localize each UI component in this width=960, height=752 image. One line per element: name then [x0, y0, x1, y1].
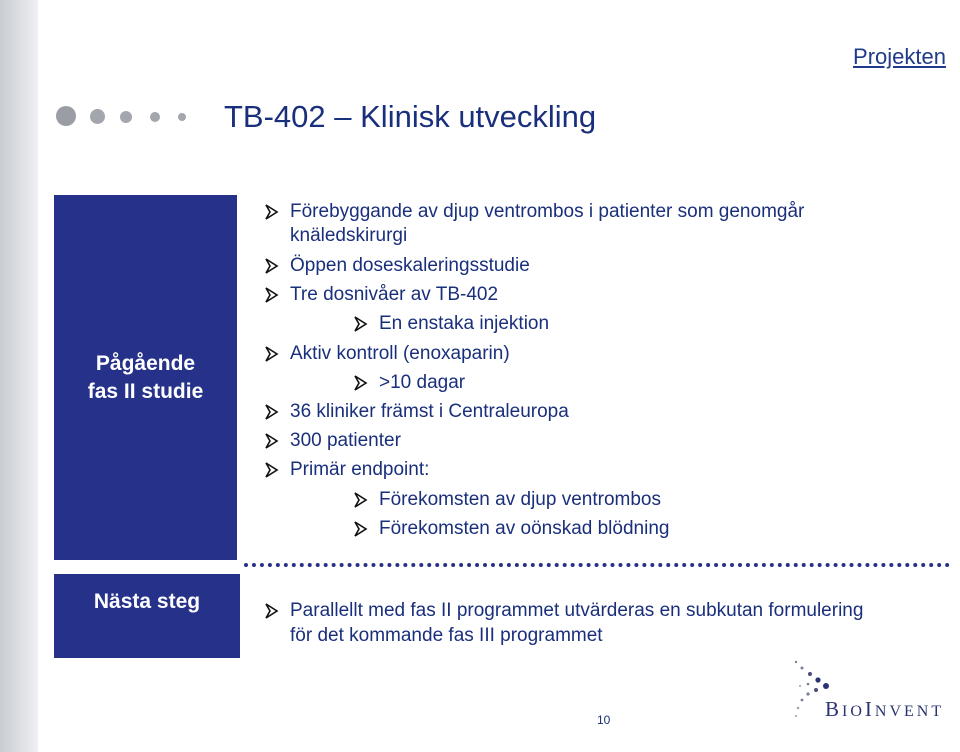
next-step-text-line1: Parallellt med fas II programmet utvärderas en subkutan formulering — [290, 600, 864, 621]
arrow-bullet-icon — [263, 404, 279, 420]
next-step-bullet — [290, 598, 960, 648]
arrow-bullet-icon — [263, 287, 279, 303]
decorative-dots — [56, 100, 206, 134]
arrow-bullet-icon — [352, 521, 368, 537]
page-number: 10 — [597, 713, 611, 727]
section-link-projekten[interactable]: Projekten — [853, 44, 946, 69]
status-box-current — [54, 195, 237, 560]
sub-bullet-item — [379, 488, 661, 512]
status-box-next — [54, 574, 240, 658]
arrow-bullet-icon — [263, 204, 279, 220]
sub-bullet-item — [379, 312, 549, 336]
bullet-text: Primär endpoint: — [290, 459, 430, 480]
sub-bullet-item — [379, 517, 669, 541]
bullet-item — [290, 200, 804, 248]
bullet-text-continued: knäledskirurgi — [290, 225, 408, 246]
bullet-item — [290, 283, 498, 307]
bullet-item — [290, 458, 429, 482]
arrow-bullet-icon — [263, 346, 279, 362]
left-decorative-strip — [0, 0, 38, 752]
arrow-bullet-icon — [263, 462, 279, 478]
current-label-line1: Pågående — [95, 351, 196, 375]
arrow-bullet-icon — [352, 375, 368, 391]
dot-2 — [90, 109, 105, 124]
arrow-bullet-icon — [352, 492, 368, 508]
arrow-bullet-icon — [263, 433, 279, 449]
bullet-text: Förekomsten av djup ventrombos — [379, 489, 661, 510]
bullet-text: Förebyggande av djup ventrombos i patienter som genomgår — [290, 201, 805, 222]
current-label-line2: fas II studie — [87, 379, 204, 403]
logo-letters-io: IO — [842, 703, 865, 720]
bullet-text: >10 dagar — [379, 372, 466, 393]
section-divider — [244, 563, 950, 567]
bullet-item — [290, 254, 530, 278]
current-study-label — [88, 350, 204, 406]
bullet-text: 36 kliniker främst i Centraleuropa — [290, 401, 569, 422]
arrow-bullet-icon — [263, 603, 279, 619]
bullet-text: Aktiv kontroll (enoxaparin) — [290, 343, 510, 364]
bullet-text: Öppen doseskaleringsstudie — [290, 255, 530, 276]
dot-4 — [150, 112, 160, 122]
bioinvent-logo-text — [825, 697, 944, 722]
logo-letter-b: B — [825, 697, 843, 721]
dot-5 — [178, 113, 186, 121]
logo-letter-i: I — [864, 697, 875, 721]
next-step-text-line2: för det kommande fas III programmet — [290, 625, 603, 646]
bullet-text: Förekomsten av oönskad blödning — [379, 518, 670, 539]
bullet-text: Tre dosnivåer av TB-402 — [290, 284, 499, 305]
bullet-item — [290, 400, 569, 424]
bullet-text: En enstaka injektion — [379, 313, 550, 334]
next-step-label: Nästa steg — [93, 590, 201, 613]
logo-letters-nvent: NVENT — [874, 703, 945, 720]
slide-title: TB-402 – Klinisk utveckling — [224, 99, 597, 134]
bullet-text: 300 patienter — [290, 430, 401, 451]
bullet-item — [290, 342, 510, 366]
arrow-bullet-icon — [352, 316, 368, 332]
bullet-item — [290, 429, 401, 453]
dot-3 — [120, 111, 132, 123]
dot-1 — [56, 106, 76, 126]
arrow-bullet-icon — [263, 258, 279, 274]
sub-bullet-item — [379, 371, 465, 395]
